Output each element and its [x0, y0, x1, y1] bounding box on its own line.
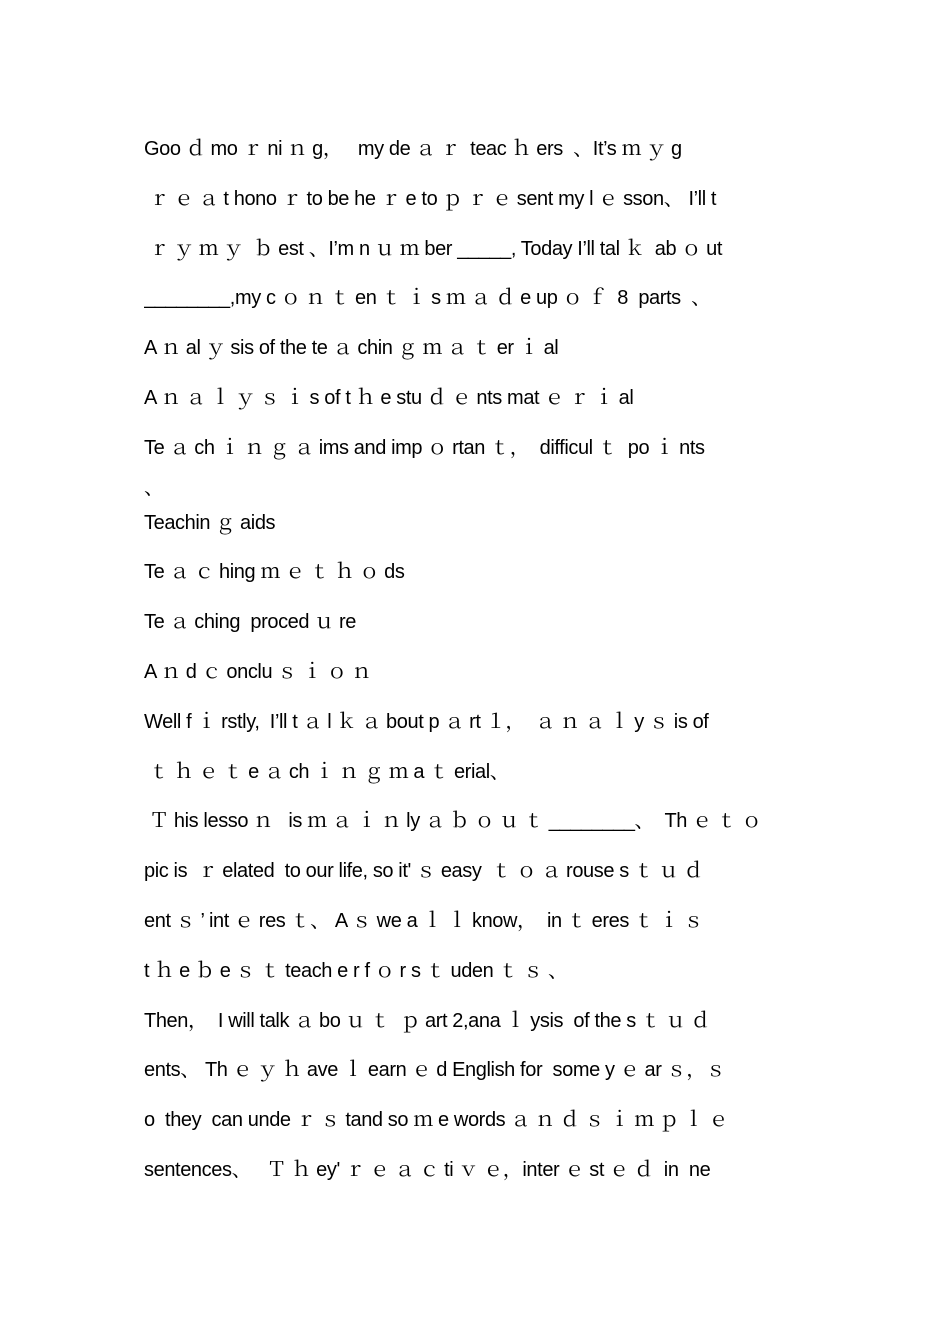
- text-line: Teachin ｇ aids: [144, 511, 276, 534]
- text-line: Te ａ ｃ hing ｍ ｅ ｔ ｈ ｏ ds: [144, 561, 405, 584]
- text-line: t ｈ e ｂ e ｓ ｔ teach e r f ｏ r s ｔ uden ｔ ｓ 、: [144, 959, 568, 982]
- text-line: sentences、 Ｔ ｈ ey' ｒ ｅ ａ ｃ ti ｖ ｅ，inter ｅ st ｅ ｄ in ne: [144, 1158, 711, 1181]
- text-line: 、: [144, 476, 164, 499]
- text-line: Te ａ ch ｉ ｎ ｇ ａ ims and imp ｏ rtan ｔ， difficul ｔ po ｉ nts: [144, 436, 705, 459]
- text-line: A ｎ d ｃ onclu ｓ ｉ ｏ ｎ: [144, 660, 372, 683]
- text-line: Te ａ ching proced ｕ re: [144, 611, 357, 634]
- text-line: Then， I will talk ａ bo ｕ ｔ ｐ art 2,ana ｌ ysis of the s ｔ ｕ ｄ: [144, 1009, 711, 1032]
- text-line: ｒ ｙ ｍ ｙ ｂ est 、I’m n ｕ ｍ ber _____, Today I’ll tal ｋ ab ｏ ut: [144, 237, 722, 260]
- text-line: ents、 Th ｅ ｙ ｈ ave ｌ earn ｅ d English for some y ｅ ar ｓ，ｓ: [144, 1059, 726, 1082]
- text-line: ent ｓ ’ int ｅ res ｔ、 A ｓ we a ｌ ｌ know， in ｔ eres ｔ ｉ ｓ: [144, 909, 704, 932]
- text-line: ｔ ｈ ｅ ｔ e ａ ch ｉ ｎ ｇ ｍ a ｔ erial、: [144, 760, 510, 783]
- text-line: Well f ｉ rstly, I’ll t ａ l ｋ ａ bout p ａ rt １， ａ ｎ ａ ｌ y ｓ is of: [144, 710, 709, 733]
- text-line: o they can unde ｒ ｓ tand so ｍ e words ａ ｎ ｄ ｓ ｉ ｍ ｐ ｌ ｅ: [144, 1109, 729, 1132]
- text-line: Ｔ his lesso ｎ is ｍ ａ ｉ ｎ ly ａ ｂ ｏ ｕ ｔ ________、 Th ｅ ｔ ｏ: [144, 810, 762, 833]
- text-line: A ｎ ａ ｌ ｙ ｓ ｉ s of t ｈ e stu ｄ ｅ nts mat ｅ ｒ ｉ al: [144, 386, 634, 409]
- text-line: ________,my c ｏ ｎ ｔ en ｔ ｉ s ｍ ａ ｄ e up ｏ ｆ 8 parts 、: [144, 287, 711, 310]
- text-line: A ｎ al ｙ sis of the te ａ chin ｇ ｍ ａ ｔ er ｉ al: [144, 337, 559, 360]
- text-line: ｒ ｅ ａ t hono ｒ to be he ｒ e to ｐ ｒ ｅ sent my l ｅ sson、 I’ll t: [144, 187, 717, 210]
- document-body: [144, 128, 808, 1199]
- text-line: Goo ｄ mo ｒ ni ｎ g， my de ａ ｒ teac ｈ ers 、It’s ｍ ｙ g: [144, 138, 682, 160]
- text-line: pic is ｒ elated to our life, so it' ｓ easy ｔ ｏ ａ rouse s ｔ ｕ ｄ: [144, 860, 704, 883]
